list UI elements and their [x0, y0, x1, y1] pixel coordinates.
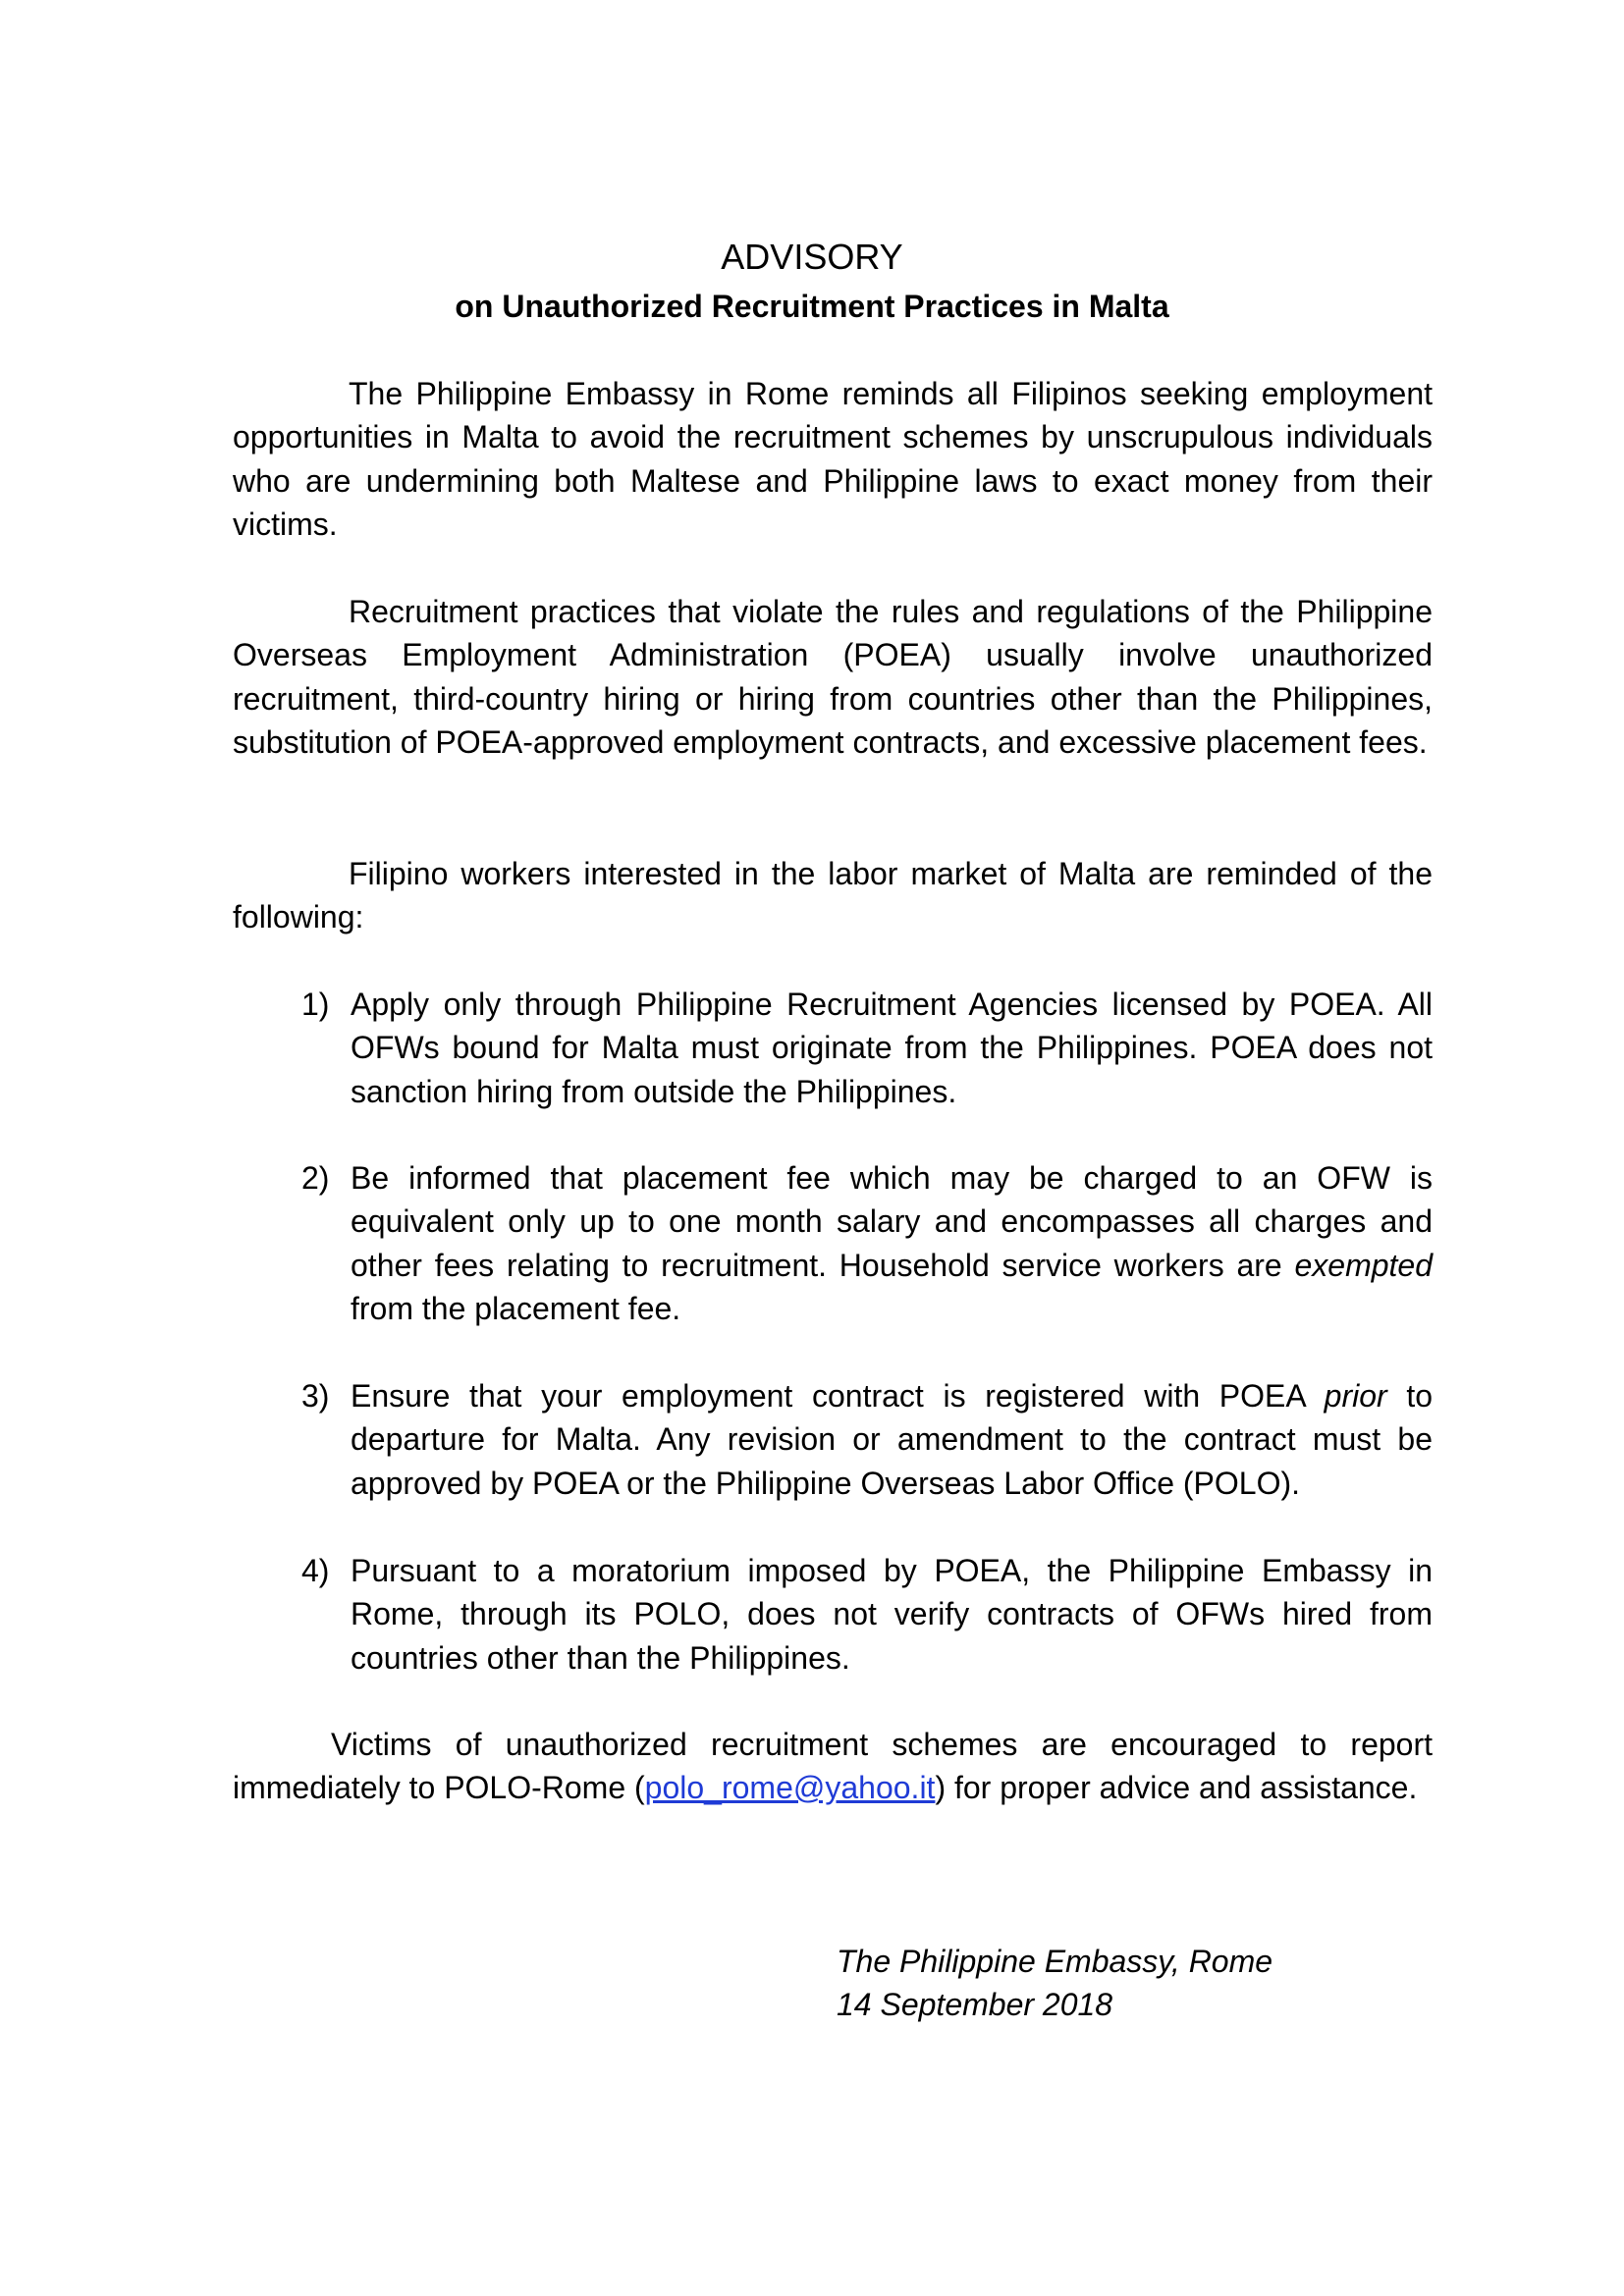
- paragraph-practices: Recruitment practices that violate the rules and regulations of the Philippine Overseas Employment Administration (POEA) usually involve unauthorized recruitment, third-country hiring or hiring from countries other than the Philippines, substitution of POEA-approved employment contracts, and excessive placement fees.: [233, 594, 1433, 761]
- closing-text-part: ) for proper advice and assistance.: [935, 1770, 1418, 1806]
- signature-organization: The Philippine Embassy, Rome: [837, 1944, 1273, 1979]
- paragraph-reminder: Filipino workers interested in the labor market of Malta are reminded of the following:: [233, 856, 1433, 935]
- emphasis-prior: prior: [1324, 1378, 1387, 1414]
- list-item-text-part: Be informed that placement fee which may be charged to an OFW is equivalent only up to one month salary and encompasses all charges and other fees relating to recruitment. Household service workers are: [351, 1160, 1433, 1283]
- document-title: ADVISORY: [721, 237, 903, 277]
- list-item-text: [351, 1374, 1433, 1505]
- paragraph-closing: [233, 1723, 1433, 1810]
- document-subtitle: on Unauthorized Recruitment Practices in Malta: [455, 289, 1169, 324]
- signature-date: 14 September 2018: [837, 1987, 1113, 2023]
- list-item-text: Apply only through Philippine Recruitment Agencies licensed by POEA. All OFWs bound for Malta must originate from the Philippines. POEA does not sanction hiring from outside the Philippines.: [351, 987, 1433, 1109]
- list-item-text-part: Ensure that your employment contract is registered with POEA: [351, 1378, 1325, 1414]
- list-item-text: Pursuant to a moratorium imposed by POEA, the Philippine Embassy in Rome, through its POLO, does not verify contracts of OFWs hired from countries other than the Philippines.: [351, 1553, 1433, 1676]
- list-item-number: 2): [301, 1160, 330, 1196]
- list-item-text: [351, 1156, 1433, 1331]
- email-link[interactable]: polo_rome@yahoo.it: [644, 1770, 936, 1806]
- list-item-text-part: to departure for Malta. Any revision or amendment to the contract must be approved by POEA or the Philippine Overseas Labor Office (POLO).: [351, 1378, 1434, 1501]
- signature-block: [837, 1940, 1272, 2027]
- list-item-number: 1): [301, 987, 330, 1022]
- list-item-number: 4): [301, 1553, 330, 1588]
- emphasis-exempted: exempted: [1294, 1247, 1433, 1283]
- paragraph-intro: The Philippine Embassy in Rome reminds all Filipinos seeking employment opportunities in Malta to avoid the recruitment schemes by unscrupulous individuals who are undermining both Maltese and Philippine laws to exact money from their victims.: [233, 376, 1433, 543]
- closing-text-part: Victims of unauthorized recruitment schemes are encouraged to report immediately to POLO-Rome (: [233, 1727, 1433, 1806]
- list-item-text-part: from the placement fee.: [351, 1291, 681, 1327]
- list-item-number: 3): [301, 1378, 330, 1414]
